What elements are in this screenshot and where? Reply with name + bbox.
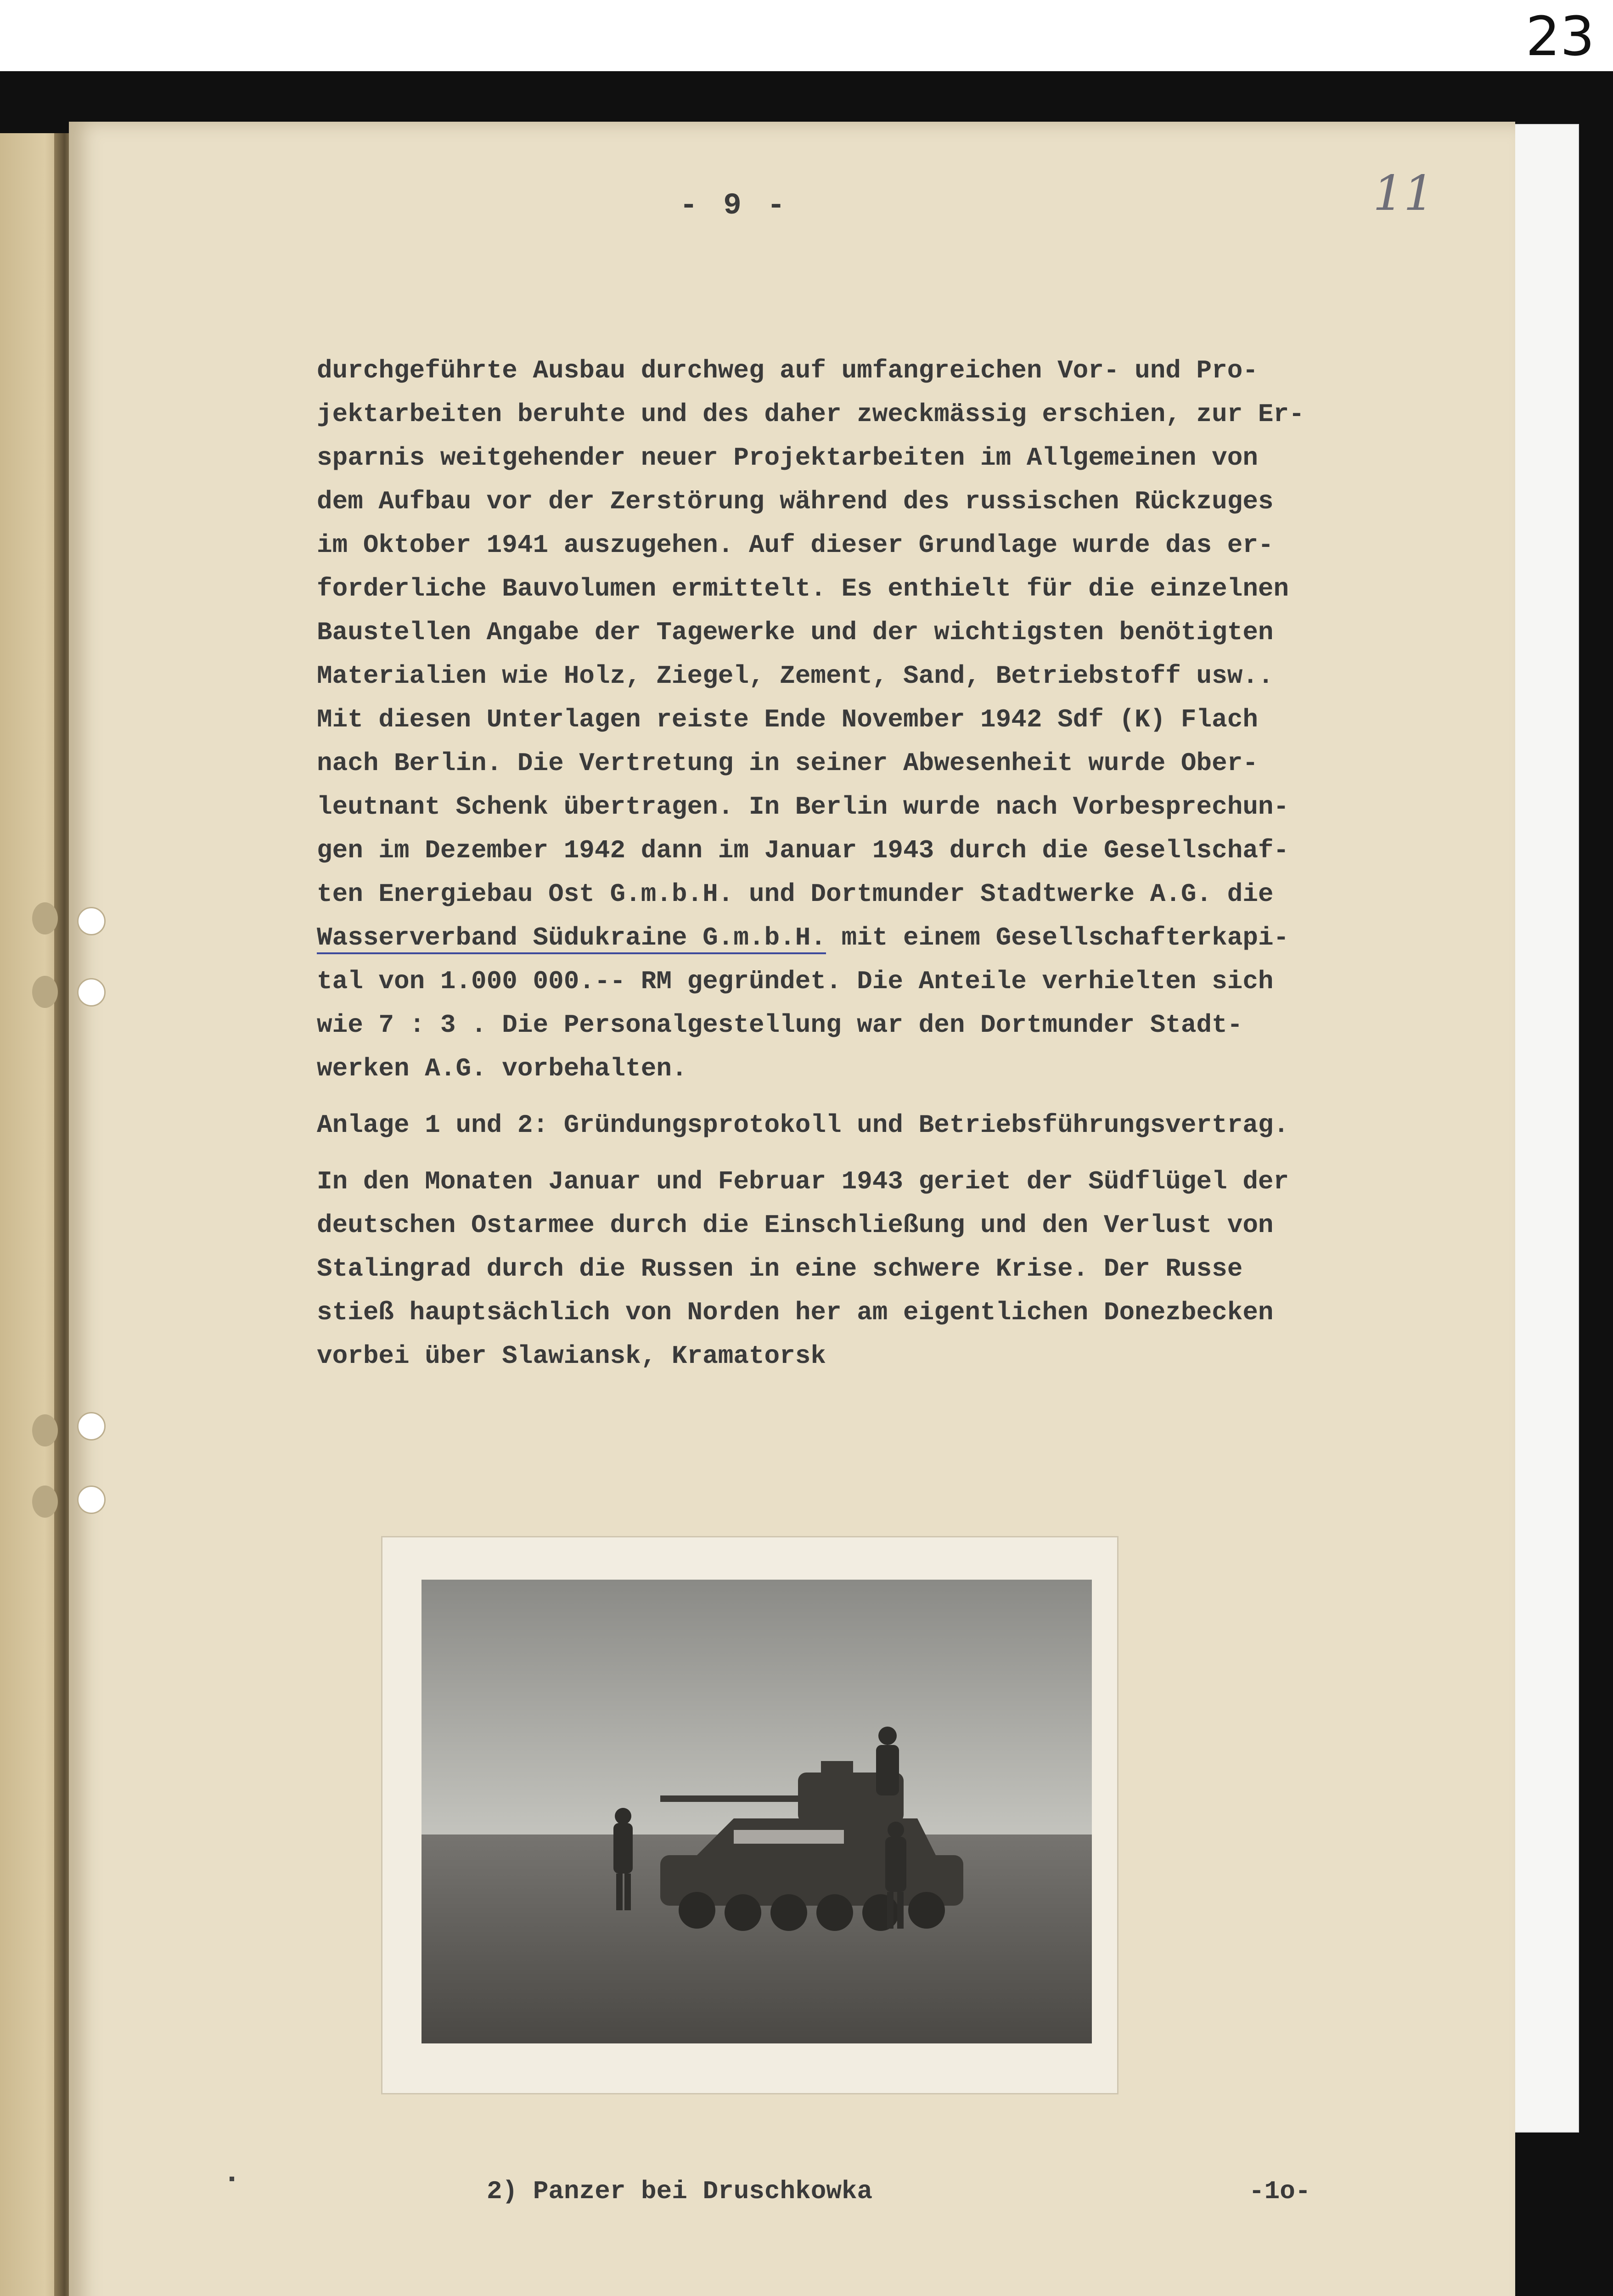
text-line: deutschen Ostarmee durch die Einschließung und den Verlust von xyxy=(317,1210,1274,1240)
ring-shadow xyxy=(32,902,58,934)
ink-speck xyxy=(230,2177,234,2181)
text-line: Mit diesen Unterlagen reiste Ende November 1942 Sdf (K) Flach xyxy=(317,705,1258,734)
punch-hole xyxy=(77,978,106,1007)
text-line: forderliche Bauvolumen ermittelt. Es enthielt für die einzelnen xyxy=(317,574,1289,603)
text-line: sparnis weitgehender neuer Projektarbeiten im Allgemeinen von xyxy=(317,443,1258,473)
paragraph-1 xyxy=(317,349,1511,1091)
punch-hole xyxy=(77,1486,106,1514)
text-line: nach Berlin. Die Vertretung in seiner Abwesenheit wurde Ober- xyxy=(317,748,1258,778)
text-line: tal von 1.000 000.-- RM gegründet. Die Anteile verhielten sich xyxy=(317,967,1274,996)
photo-image xyxy=(422,1580,1092,2043)
paragraph-gap xyxy=(317,1091,1511,1103)
punch-hole xyxy=(77,1412,106,1441)
ring-shadow xyxy=(32,1486,58,1518)
text-line: gen im Dezember 1942 dann im Januar 1943 durch die Gesellschaf- xyxy=(317,836,1289,865)
photo-caption: 2) Panzer bei Druschkowka xyxy=(487,2177,873,2206)
punch-hole xyxy=(77,907,106,935)
annex-line: Anlage 1 und 2: Gründungsprotokoll und Betriebsführungsvertrag. xyxy=(317,1110,1289,1140)
text-line: dem Aufbau vor der Zerstörung während des russischen Rückzuges xyxy=(317,487,1274,516)
underlined-company-name: Wasserverband Südukraine G.m.b.H. xyxy=(317,923,826,954)
paragraph-2 xyxy=(317,1160,1511,1378)
text-line: In den Monaten Januar und Februar 1943 geriet der Südflügel der xyxy=(317,1167,1289,1196)
page-header: - 9 - xyxy=(680,188,789,223)
paragraph-gap xyxy=(317,1147,1511,1160)
text-line xyxy=(317,916,1511,960)
text-line: leutnant Schenk übertragen. In Berlin wurde nach Vorbesprechun- xyxy=(317,792,1289,822)
text-line: durchgeführte Ausbau durchweg auf umfangreichen Vor- und Pro- xyxy=(317,356,1258,385)
text-line: im Oktober 1941 auszugehen. Auf dieser Grundlage wurde das er- xyxy=(317,530,1274,560)
text-fragment: mit einem Gesellschafterkapi- xyxy=(826,923,1289,952)
typed-body-text xyxy=(317,349,1511,1378)
text-line: jektarbeiten beruhte und des daher zweckmässig erschien, zur Er- xyxy=(317,400,1304,429)
text-line: Materialien wie Holz, Ziegel, Zement, Sand, Betriebstoff usw.. xyxy=(317,661,1274,691)
tank-photograph xyxy=(422,1580,1092,2043)
text-line: Baustellen Angabe der Tagewerke und der wichtigsten benötigten xyxy=(317,618,1274,647)
ring-shadow xyxy=(32,1414,58,1446)
text-line: ten Energiebau Ost G.m.b.H. und Dortmunder Stadtwerke A.G. die xyxy=(317,879,1274,909)
text-line: wie 7 : 3 . Die Personalgestellung war den Dortmunder Stadt- xyxy=(317,1010,1243,1040)
text-line: stieß hauptsächlich von Norden her am eigentlichen Donezbecken xyxy=(317,1298,1274,1327)
text-line: vorbei über Slawiansk, Kramatorsk xyxy=(317,1341,826,1371)
text-line: werken A.G. vorbehalten. xyxy=(317,1054,687,1083)
text-line: Stalingrad durch die Russen in eine schwere Krise. Der Russe xyxy=(317,1254,1243,1283)
next-page-reference: -1o- xyxy=(1249,2177,1311,2206)
handwritten-folio-number: 11 xyxy=(1373,165,1434,221)
ring-shadow xyxy=(32,976,58,1008)
scan-page-number: 23 xyxy=(1525,5,1595,68)
